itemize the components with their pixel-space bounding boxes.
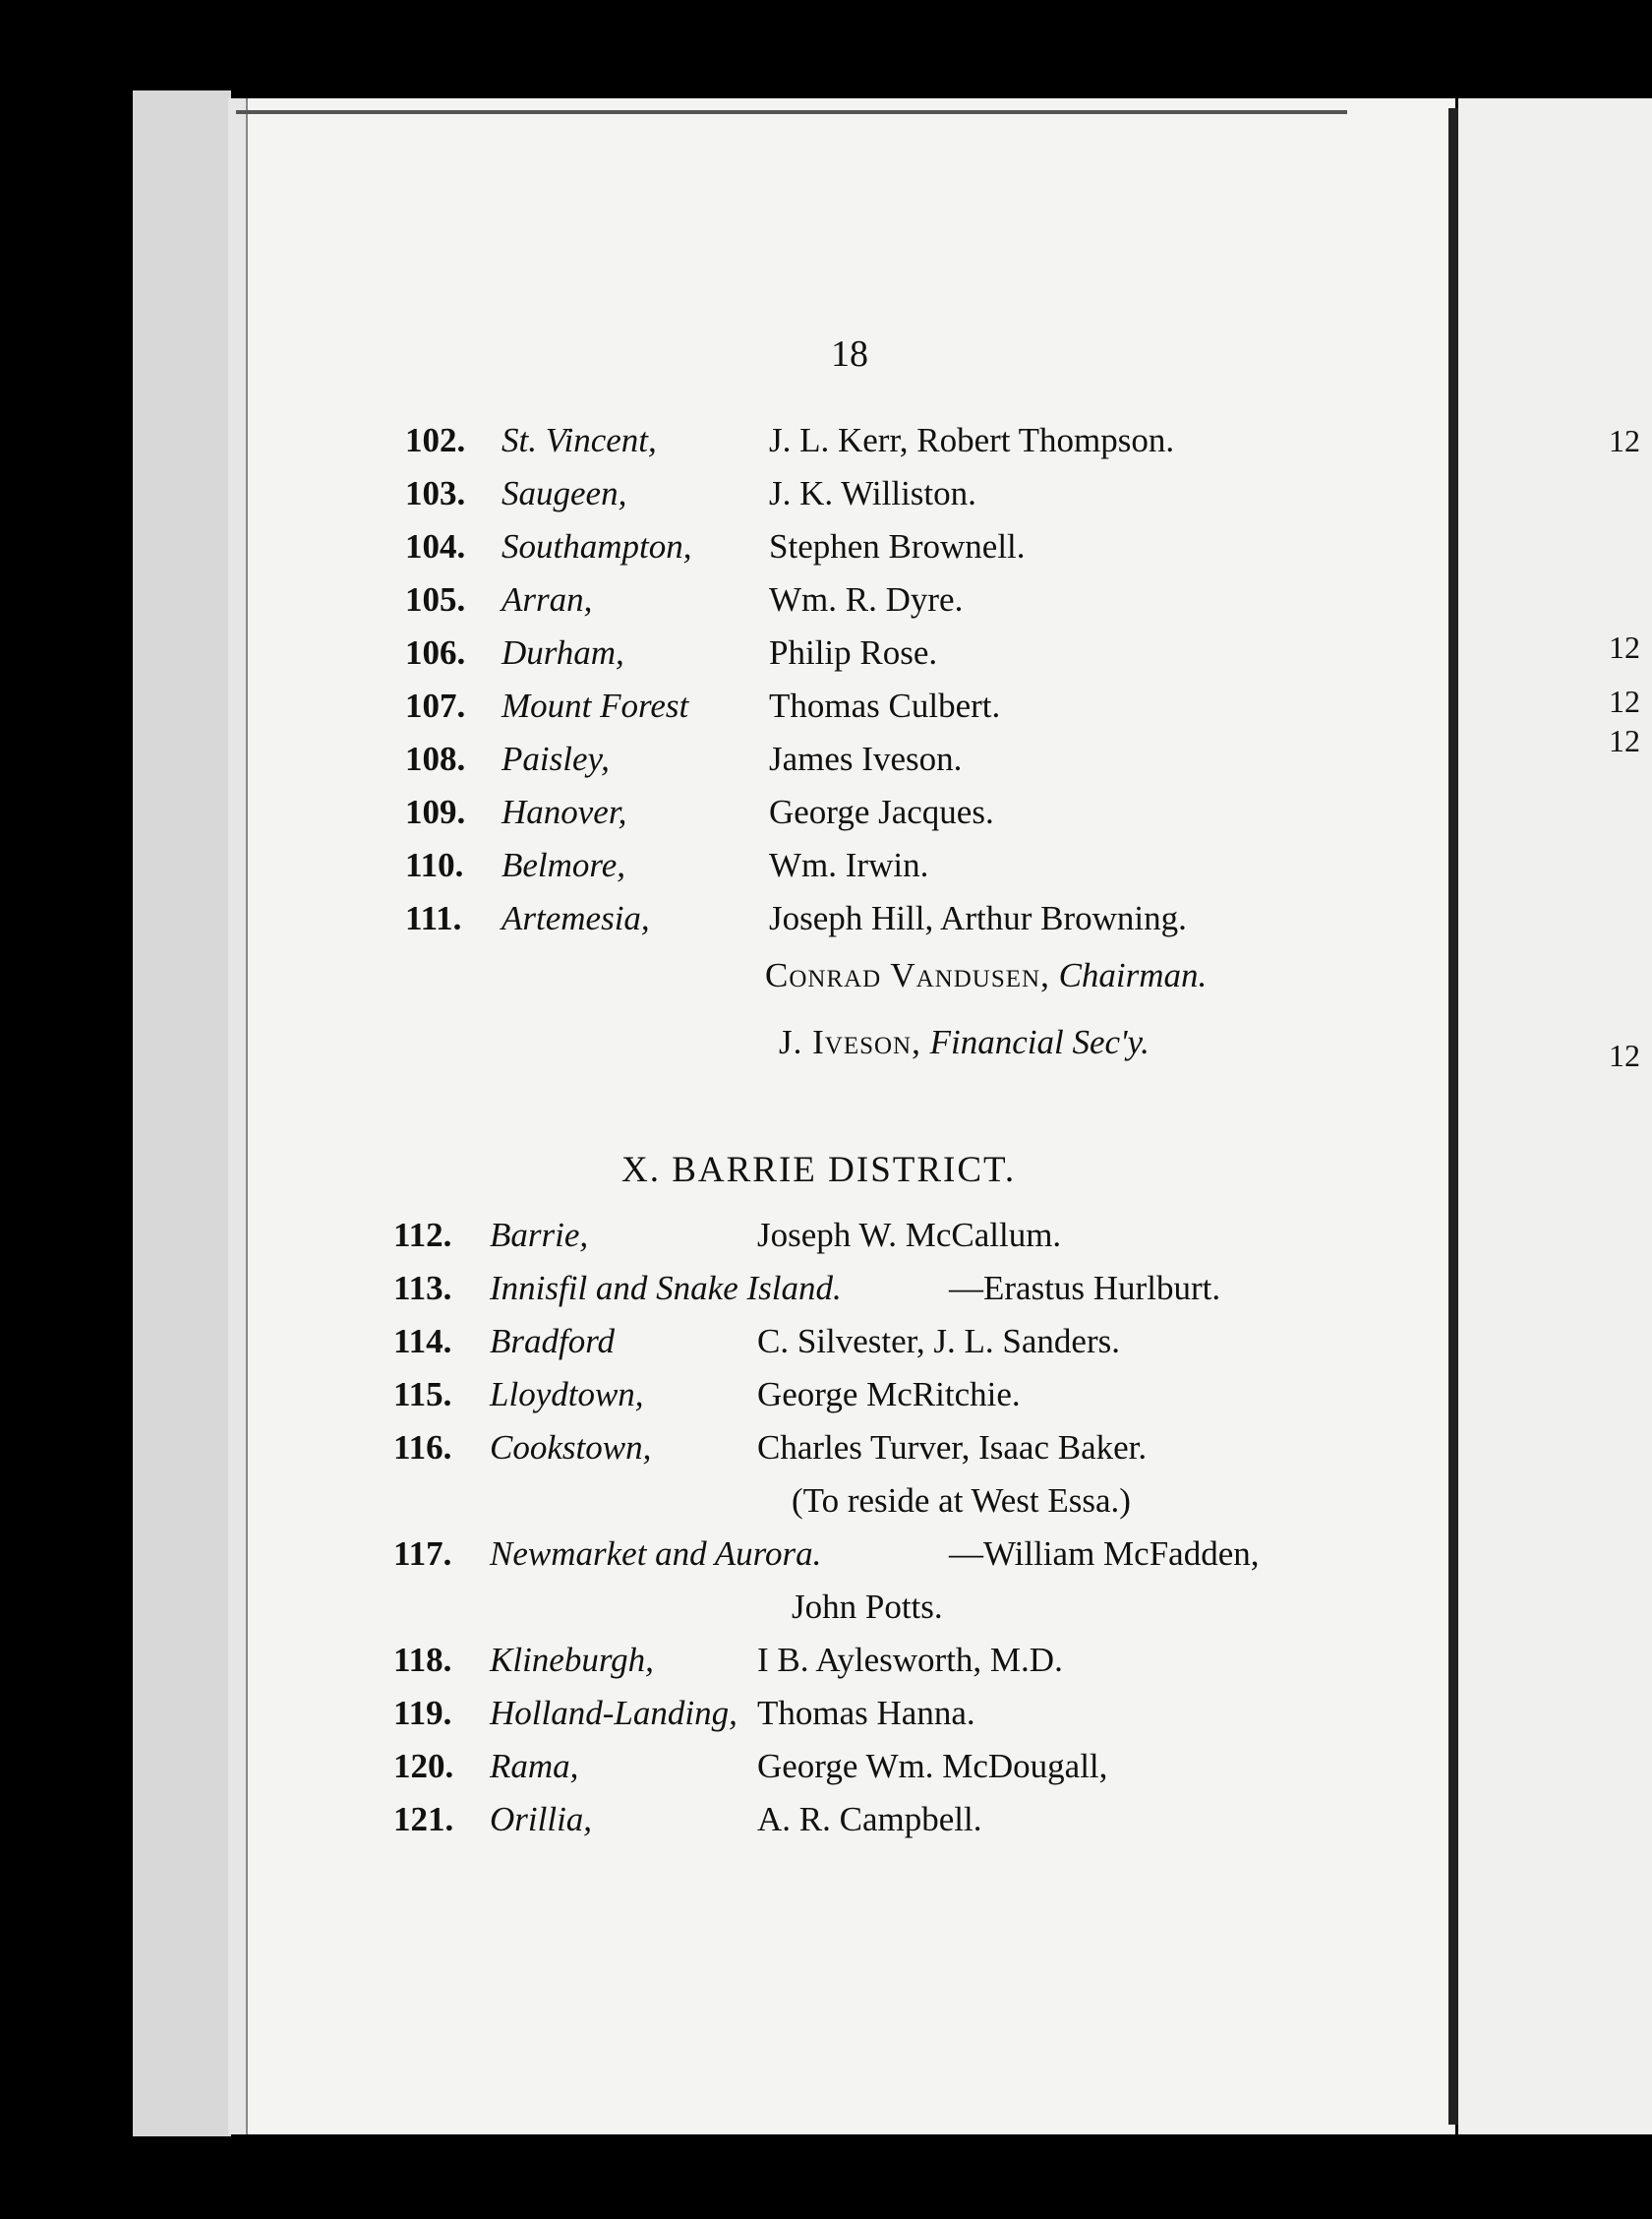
entry-names: Wm. Irwin. — [769, 846, 929, 884]
top-rule — [236, 110, 1347, 114]
entry-number: 115. — [393, 1375, 452, 1413]
secretary-signature — [779, 1023, 1150, 1062]
entry-place: Rama, — [490, 1747, 579, 1785]
list-row — [0, 687, 1278, 738]
entry-number: 104. — [405, 527, 466, 566]
list-row — [0, 1694, 1278, 1745]
entry-place: Mount Forest — [502, 687, 689, 725]
entry-place: Lloydtown, — [490, 1375, 644, 1413]
facing-page-number: 12 — [1609, 1038, 1640, 1073]
entry-place: Innisfil and Snake Island. — [490, 1269, 842, 1307]
page-number: 18 — [831, 333, 868, 375]
entry-number: 118. — [393, 1641, 452, 1679]
list-row — [0, 421, 1278, 472]
entry-place: Holland-Landing, — [490, 1694, 738, 1732]
entry-number: 121. — [393, 1800, 454, 1838]
entry-names: Stephen Brownell. — [769, 527, 1026, 566]
entry-names: George McRitchie. — [757, 1375, 1021, 1413]
entry-place: Barrie, — [490, 1216, 589, 1254]
list-row — [0, 793, 1278, 844]
entry-place: Klineburgh, — [490, 1641, 654, 1679]
list-row — [0, 740, 1278, 791]
entry-place: Paisley, — [502, 740, 610, 778]
entry-number: 106. — [405, 633, 466, 672]
entry-names: Wm. R. Dyre. — [769, 580, 964, 619]
chairman-title: Chairman. — [1058, 956, 1208, 994]
list-row — [0, 474, 1278, 525]
facing-page-number: 12 — [1609, 723, 1640, 758]
entry-number: 111. — [405, 899, 462, 937]
entry-place: Orillia, — [490, 1800, 593, 1838]
facing-page-number: 12 — [1609, 630, 1640, 665]
list-row — [0, 1269, 1278, 1320]
facing-page-number: 12 — [1609, 684, 1640, 719]
list-row — [0, 1588, 1278, 1639]
entry-names: A. R. Campbell. — [757, 1800, 982, 1838]
entry-names: George Wm. McDougall, — [757, 1747, 1108, 1785]
chairman-signature — [765, 956, 1207, 995]
entry-names: Joseph Hill, Arthur Browning. — [769, 899, 1187, 937]
entry-names: Thomas Culbert. — [769, 687, 1001, 725]
list-row — [0, 846, 1278, 897]
entry-number: 116. — [393, 1428, 452, 1467]
entry-place: Hanover, — [502, 793, 627, 831]
facing-page-number: 12 — [1609, 423, 1640, 458]
entry-place: Bradford — [490, 1322, 616, 1360]
entry-names: George Jacques. — [769, 793, 994, 831]
entry-number: 114. — [393, 1322, 452, 1360]
entry-names: —Erastus Hurlburt. — [949, 1269, 1221, 1307]
list-row — [0, 580, 1278, 631]
list-row — [0, 899, 1278, 950]
book-spine — [1448, 108, 1458, 2125]
list-row — [0, 633, 1278, 685]
list-row — [0, 1322, 1278, 1373]
entry-names: (To reside at West Essa.) — [792, 1481, 1131, 1520]
entry-names: John Potts. — [792, 1588, 943, 1626]
list-row — [0, 1641, 1278, 1692]
entry-number: 102. — [405, 421, 466, 459]
list-row — [0, 1800, 1278, 1851]
entry-names: Philip Rose. — [769, 633, 938, 672]
entry-place: Belmore, — [502, 846, 626, 884]
entry-number: 105. — [405, 580, 466, 619]
secretary-title: Financial Sec'y. — [929, 1023, 1150, 1061]
entry-number: 108. — [405, 740, 466, 778]
entry-place: Arran, — [502, 580, 593, 619]
entry-names: J. L. Kerr, Robert Thompson. — [769, 421, 1175, 459]
list-row — [0, 1534, 1278, 1586]
list-row — [0, 1481, 1278, 1532]
list-row — [0, 1375, 1278, 1426]
entry-names: Joseph W. McCallum. — [757, 1216, 1062, 1254]
entry-number: 112. — [393, 1216, 452, 1254]
entry-names: J. K. Williston. — [769, 474, 976, 512]
entry-number: 109. — [405, 793, 466, 831]
chairman-name: Conrad Vandusen, — [765, 956, 1050, 994]
list-row — [0, 1747, 1278, 1798]
entry-number: 107. — [405, 687, 466, 725]
entry-place: Saugeen, — [502, 474, 627, 512]
entry-number: 120. — [393, 1747, 454, 1785]
entry-number: 103. — [405, 474, 466, 512]
entry-number: 110. — [405, 846, 464, 884]
entry-number: 117. — [393, 1534, 452, 1573]
entry-names: I B. Aylesworth, M.D. — [757, 1641, 1063, 1679]
entry-number: 119. — [393, 1694, 452, 1732]
entry-number: 113. — [393, 1269, 452, 1307]
entry-place: Durham, — [502, 633, 624, 672]
section-heading: X. BARRIE DISTRICT. — [621, 1150, 1017, 1190]
list-row — [0, 1216, 1278, 1267]
entry-names: C. Silvester, J. L. Sanders. — [757, 1322, 1120, 1360]
entry-place: Newmarket and Aurora. — [490, 1534, 822, 1573]
secretary-name: J. Iveson, — [779, 1023, 921, 1061]
list-row — [0, 1428, 1278, 1479]
list-row — [0, 527, 1278, 578]
entry-place: Cookstown, — [490, 1428, 652, 1467]
entry-names: James Iveson. — [769, 740, 963, 778]
entry-names: —William McFadden, — [949, 1534, 1260, 1573]
facing-page — [1458, 98, 1652, 2134]
entry-place: Artemesia, — [502, 899, 650, 937]
entry-names: Charles Turver, Isaac Baker. — [757, 1428, 1148, 1467]
entry-names: Thomas Hanna. — [757, 1694, 975, 1732]
entry-place: Southampton, — [502, 527, 692, 566]
entry-place: St. Vincent, — [502, 421, 657, 459]
